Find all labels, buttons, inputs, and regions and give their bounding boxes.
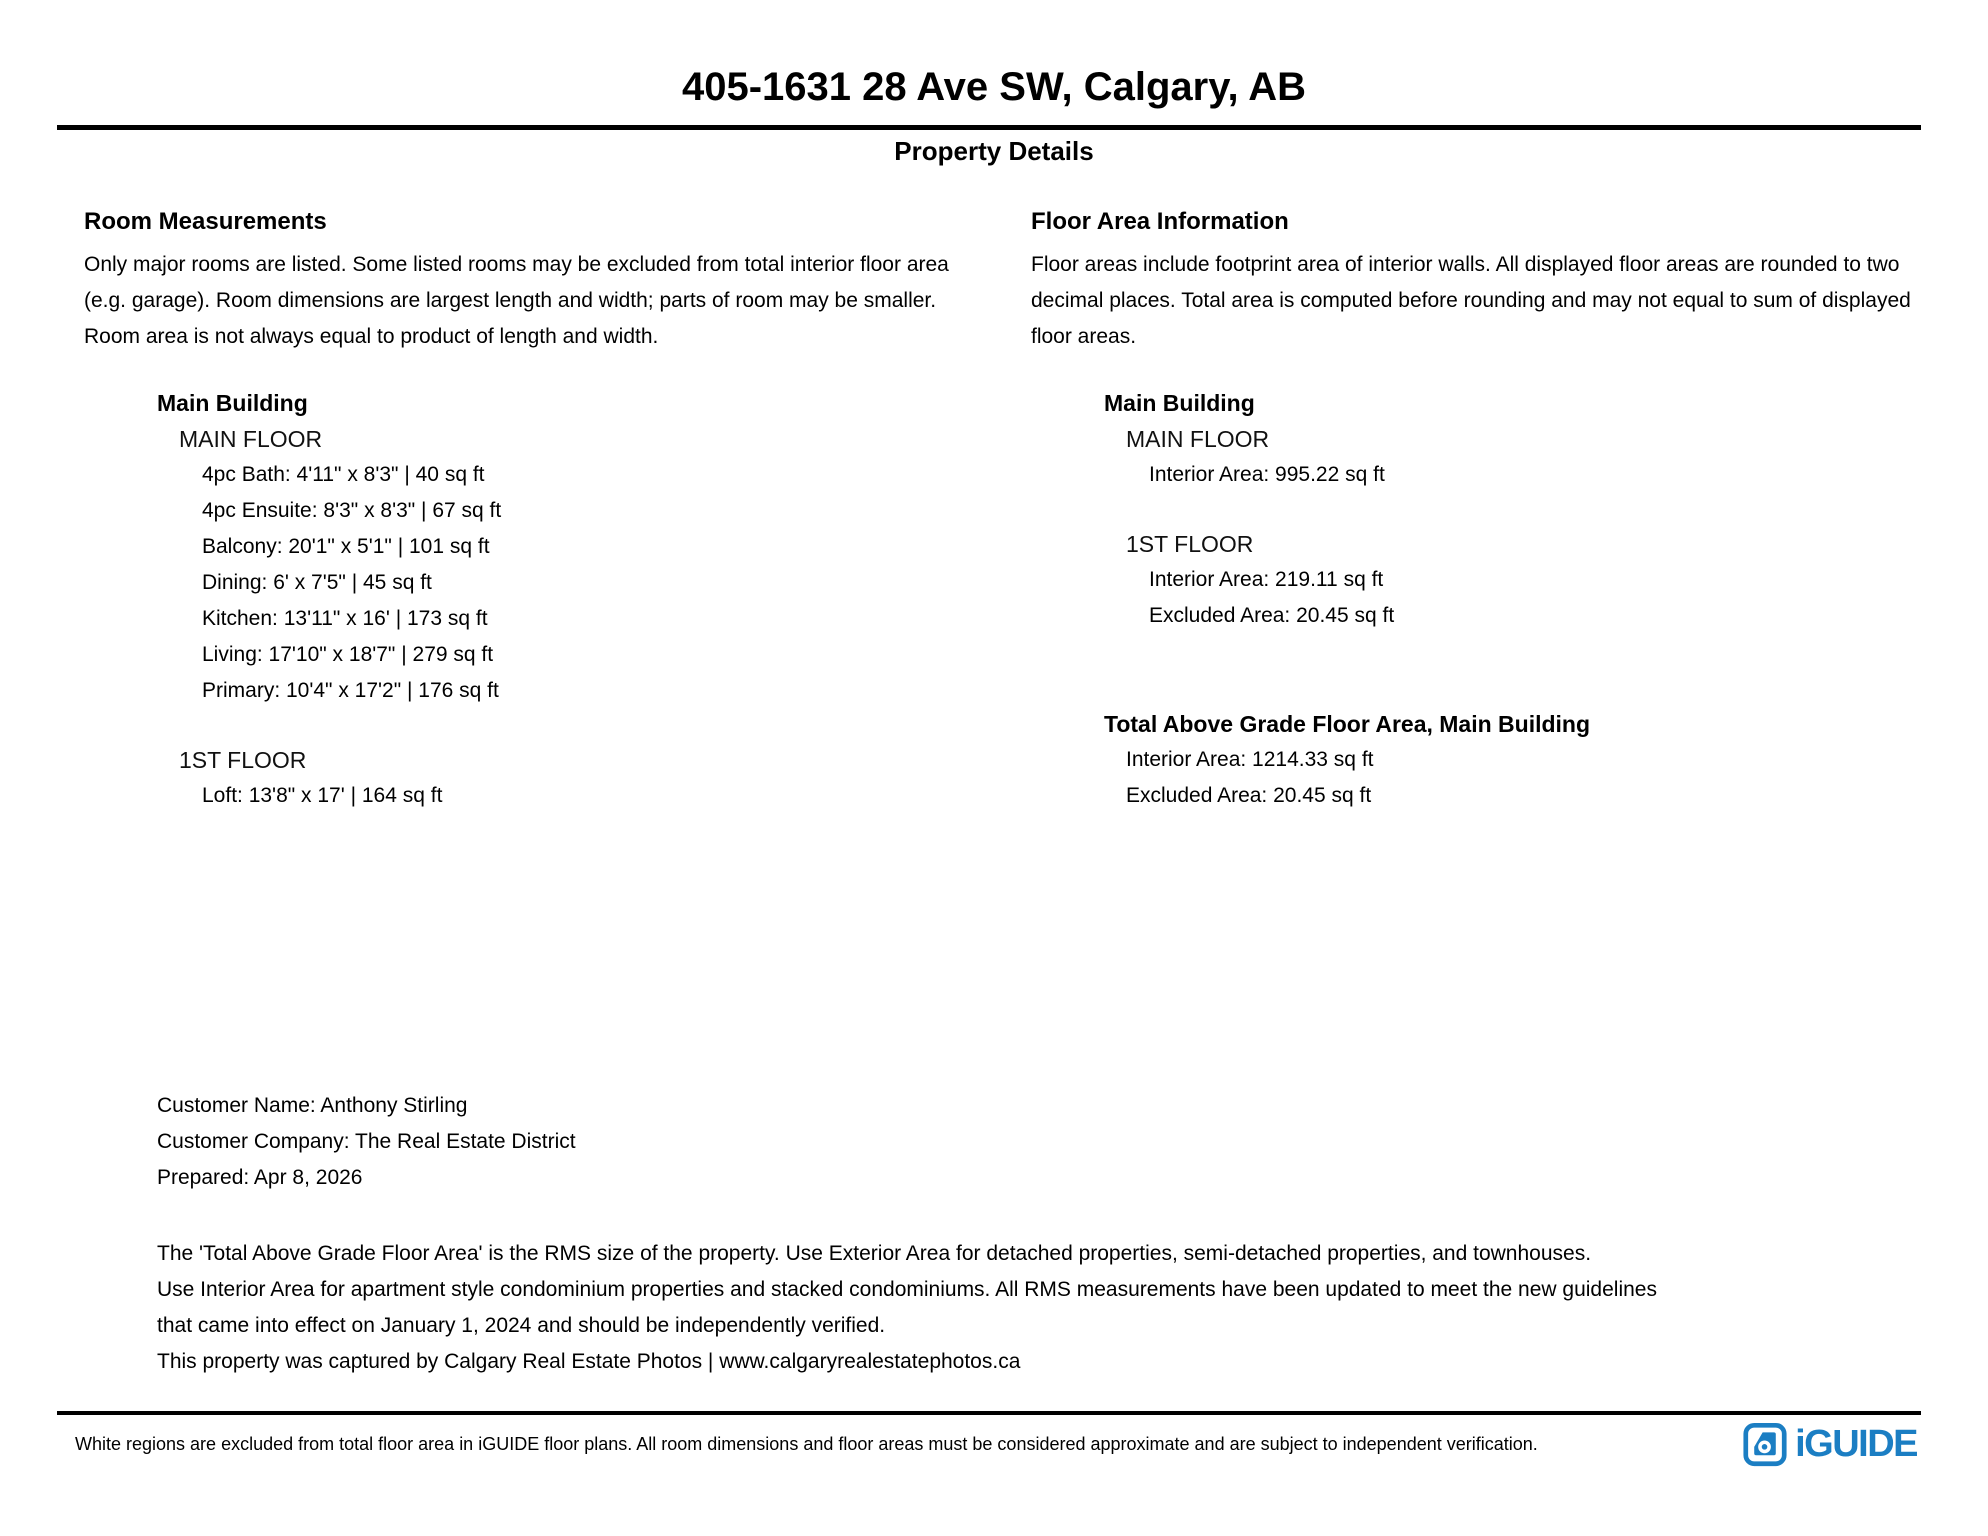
room-measurement: Kitchen: 13'11" x 16' | 173 sq ft [202, 607, 488, 630]
description-line: Room area is not always equal to product of length and width. [84, 325, 659, 348]
footer-divider [57, 1411, 1921, 1415]
floor-name: MAIN FLOOR [1126, 426, 1270, 452]
room-measurement: Primary: 10'4" x 17'2" | 176 sq ft [202, 679, 499, 702]
room-measurement: Loft: 13'8" x 17' | 164 sq ft [202, 784, 443, 807]
floor-area-value: Excluded Area: 20.45 sq ft [1126, 784, 1372, 807]
customer-name-line: Customer Name: Anthony Stirling [157, 1094, 468, 1117]
floor-name: 1ST FLOOR [1126, 531, 1254, 557]
iguide-logo-text: iGUIDE [1795, 1423, 1917, 1465]
description-line: floor areas. [1031, 325, 1137, 348]
room-measurement: Balcony: 20'1" x 5'1" | 101 sq ft [202, 535, 490, 558]
description-line: (e.g. garage). Room dimensions are largest length and width; parts of room may be smaller. [84, 289, 937, 312]
floor-group-main-floor [84, 421, 1029, 709]
iguide-logo-icon [1742, 1422, 1788, 1467]
room-measurement: 4pc Bath: 4'11" x 8'3" | 40 sq ft [202, 463, 485, 486]
description-line: Floor areas include footprint area of interior walls. All displayed floor areas are rounded to two [1031, 253, 1900, 276]
room-measurements-description [84, 247, 1029, 355]
floor-group-1st-floor [1031, 526, 1976, 634]
header-divider [57, 125, 1921, 130]
disclaimer-line: that came into effect on January 1, 2024 and should be independently verified. [157, 1314, 886, 1337]
page-title: 405-1631 28 Ave SW, Calgary, AB [681, 65, 1307, 109]
floor-area-heading: Floor Area Information [1031, 208, 1289, 235]
customer-company-line: Customer Company: The Real Estate District [157, 1130, 576, 1153]
room-measurements-building [84, 385, 1029, 814]
floor-area-building [1031, 385, 1976, 814]
floor-area-value: Interior Area: 1214.33 sq ft [1126, 748, 1374, 771]
total-above-grade-block [1031, 706, 1976, 814]
disclaimer-line: The 'Total Above Grade Floor Area' is the RMS size of the property. Use Exterior Area for detached properties, semi-detached properties, and townhouses. [157, 1242, 1592, 1265]
floor-area-section [1031, 207, 1976, 814]
room-measurement: Living: 17'10" x 18'7" | 279 sq ft [202, 643, 494, 666]
floor-group-1st-floor [84, 742, 1029, 814]
building-name: Main Building [157, 390, 308, 416]
disclaimer-line: Use Interior Area for apartment style condominium properties and stacked condominiums. All RMS measurements have been updated to meet the new guidelines [157, 1278, 1657, 1301]
floor-group-main-floor [1031, 421, 1976, 493]
room-measurements-heading: Room Measurements [84, 208, 327, 235]
floor-area-value: Excluded Area: 20.45 sq ft [1149, 604, 1395, 627]
footer-note: White regions are excluded from total floor area in iGUIDE floor plans. All room dimensions and floor areas must be considered approximate and are subject to independent verification. [75, 1434, 1538, 1454]
iguide-logo [1742, 1421, 1917, 1467]
floor-area-description [1031, 247, 1976, 355]
floor-name: 1ST FLOOR [179, 747, 307, 773]
customer-info [157, 1088, 576, 1196]
room-measurements-section [84, 207, 1029, 814]
total-above-grade-heading: Total Above Grade Floor Area, Main Building [1104, 711, 1591, 737]
disclaimer-line: This property was captured by Calgary Real Estate Photos | www.calgaryrealestatephotos.ca [157, 1350, 1021, 1373]
room-measurement: Dining: 6' x 7'5" | 45 sq ft [202, 571, 432, 594]
description-line: decimal places. Total area is computed before rounding and may not equal to sum of displayed [1031, 289, 1911, 312]
page-subtitle: Property Details [894, 136, 1094, 166]
rms-disclaimer [157, 1236, 1657, 1380]
floor-area-value: Interior Area: 995.22 sq ft [1149, 463, 1385, 486]
room-measurement: 4pc Ensuite: 8'3" x 8'3" | 67 sq ft [202, 499, 502, 522]
description-line: Only major rooms are listed. Some listed rooms may be excluded from total interior floor area [84, 253, 949, 276]
building-name: Main Building [1104, 390, 1255, 416]
floor-name: MAIN FLOOR [179, 426, 323, 452]
prepared-date-line: Prepared: Apr 8, 2026 [157, 1166, 363, 1189]
floor-area-value: Interior Area: 219.11 sq ft [1149, 568, 1384, 591]
